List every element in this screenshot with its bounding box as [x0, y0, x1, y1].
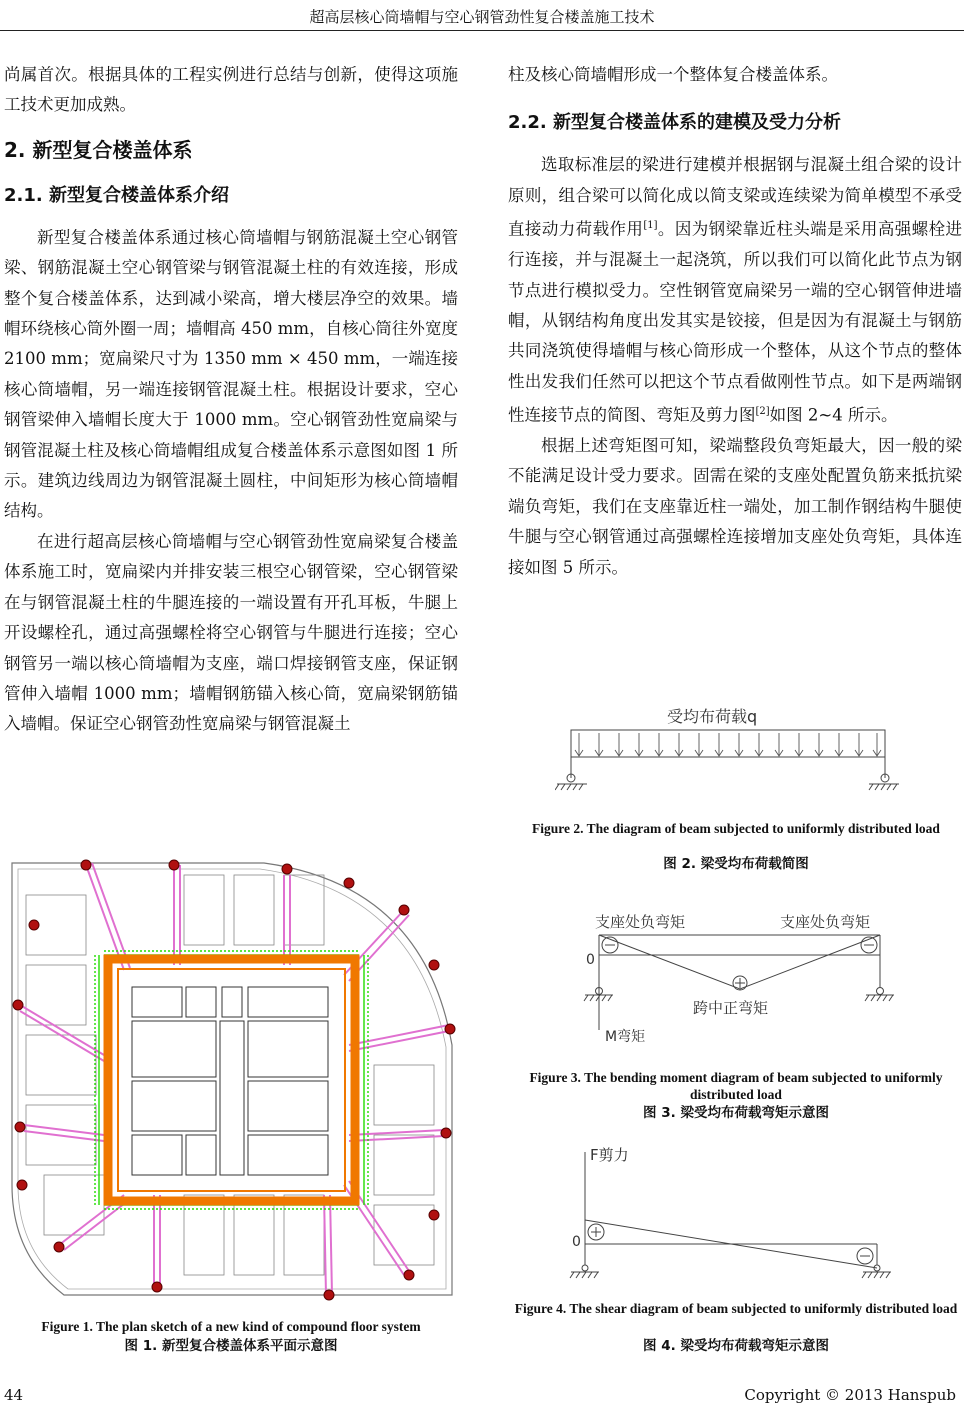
left-column: [4, 60, 458, 740]
figure-1-caption-zh: 图 1. 新型复合楼盖体系平面示意图: [124, 1338, 338, 1354]
figure-4-zero: 0: [572, 1234, 581, 1250]
figure-4-caption-zh: 图 4. 梁受均布荷载弯矩示意图: [643, 1338, 829, 1354]
figure-3-label-left: 支座处负弯矩: [595, 913, 686, 931]
figure-4-label-axis: F剪力: [590, 1146, 629, 1164]
right-column: [508, 60, 962, 583]
paragraph-3-part-b: 。因为钢梁靠近柱头端是采用高强螺栓进行连接，并与混凝土一起浇筑，所以我们可以简化此节点为钢节点进行模拟受力。空性钢管宽扁梁另一端的空心钢管伸进墙帽，从钢结构角度出发其实是铰接，但是因为有混凝土与钢筋共同浇筑使得墙帽与核心筒形成一个整体，从这个节点的整体性出发我们任然可以把这个节点看做刚性节点。如下是两端钢性连接节点的简图、弯矩及剪力图: [508, 219, 963, 425]
figure-3-label-mid: 跨中正弯矩: [693, 999, 769, 1017]
figure-1-caption-en: Figure 1. The plan sketch of a new kind of compound floor system: [41, 1319, 421, 1334]
figure-4-svg: [565, 1140, 905, 1280]
figure-2-caption-en: Figure 2. The diagram of beam subjected to uniformly distributed load: [532, 821, 940, 836]
paragraph-3-part-c: 如图 2~4 所示。: [769, 405, 898, 425]
paragraph-2: 在进行超高层核心筒墙帽与空心钢管劲性宽扁梁复合楼盖体系施工时，宽扁梁内并排安装三根空心钢管梁，空心钢管梁在与钢管混凝土柱的牛腿连接的一端设置有开孔耳板，牛腿上开设螺栓孔，通过高强螺栓将空心钢管与牛腿进行连接；空心钢管另一端以核心筒墙帽为支座，端口焊接钢管支座，保证钢管伸入墙帽 1000 mm；墙帽钢筋锚入核心筒，宽扁梁钢筋锚入墙帽。保证空心钢管劲性宽扁梁与钢管混凝土: [4, 531, 458, 734]
citation-2: [2]: [755, 406, 770, 418]
figure-3-label-axis: M弯矩: [605, 1029, 646, 1045]
figure-4-caption-en: Figure 4. The shear diagram of beam subjected to uniformly distributed load: [514, 1301, 958, 1316]
paragraph-1: 新型复合楼盖体系通过核心筒墙帽与钢筋混凝土空心钢管梁、钢筋混凝土空心钢管梁与钢管混凝土柱的有效连接，形成整个复合楼盖体系，达到减小梁高，增大楼层净空的效果。墙帽环绕核心筒外圈一周；墙帽高 450 mm，自核心筒往外宽度 2100 mm；宽扁梁尺寸为 1350 mm × 450 mm，一端连接核心筒墙帽，另一端连接钢管混凝土柱。根据设计要求，空心钢管梁伸入墙帽长度大于 1000 mm。空心钢管劲性宽扁梁与钢管混凝土柱及核心筒墙帽组成复合楼盖体系示意图如图 1 所示。建筑边线周边为钢管混凝土圆柱，中间矩形为核心筒墙帽结构。: [4, 227, 458, 521]
section-2-2-title: 2.2. 新型复合楼盖体系的建模及受力分析: [508, 112, 841, 134]
figure-4-shear: [565, 1140, 905, 1280]
plan-sketch-svg: [4, 855, 459, 1310]
citation-1: [1]: [643, 220, 658, 232]
figure-2-beam: [555, 700, 915, 800]
figure-3-moment: [575, 905, 905, 1055]
header-rule: [0, 30, 964, 31]
section-2-1-title: 2.1. 新型复合楼盖体系介绍: [4, 184, 229, 206]
intro-paragraph: 尚属首次。根据具体的工程实例进行总结与创新，使得这项施工技术更加成熟。: [4, 65, 458, 115]
figure-2-load-label: 受均布荷载q: [667, 707, 758, 726]
figure-3-caption-zh: 图 3. 梁受均布荷载弯矩示意图: [643, 1105, 829, 1121]
figure-2-caption-zh: 图 2. 梁受均布荷载简图: [663, 856, 809, 872]
figure-3-caption-en: Figure 3. The bending moment diagram of beam subjected to uniformly distributed load: [529, 1070, 943, 1102]
figure-2-svg: [555, 700, 915, 800]
copyright-notice: Copyright © 2013 Hanspub: [744, 1386, 956, 1404]
running-header: 超高层核心筒墙帽与空心钢管劲性复合楼盖施工技术: [309, 8, 655, 26]
paragraph-3: [508, 150, 962, 431]
continuation-text: 柱及核心筒墙帽形成一个整体复合楼盖体系。: [508, 65, 838, 84]
page-number: 44: [4, 1386, 24, 1404]
section-2-title: 2. 新型复合楼盖体系: [4, 137, 193, 162]
figure-3-label-right: 支座处负弯矩: [780, 913, 871, 931]
figure-3-zero: 0: [586, 952, 595, 968]
paragraph-3-part-a: 选取标准层的梁进行建模并根据钢与混凝土组合梁的设计原则，组合梁可以简化成以简支梁或连续梁为简单模型不承受直接动力荷载作用: [508, 155, 962, 239]
figure-1-plan: [4, 855, 459, 1310]
paragraph-4: 根据上述弯矩图可知，梁端整段负弯矩最大，因一般的梁不能满足设计受力要求。固需在梁的支座处配置负筋来抵抗梁端负弯矩，我们在支座靠近柱一端处，加工制作钢结构牛腿使牛腿与空心钢管通过高强螺栓连接增加支座处负弯矩，具体连接如图 5 所示。: [508, 436, 962, 577]
figure-3-svg: [575, 905, 905, 1055]
